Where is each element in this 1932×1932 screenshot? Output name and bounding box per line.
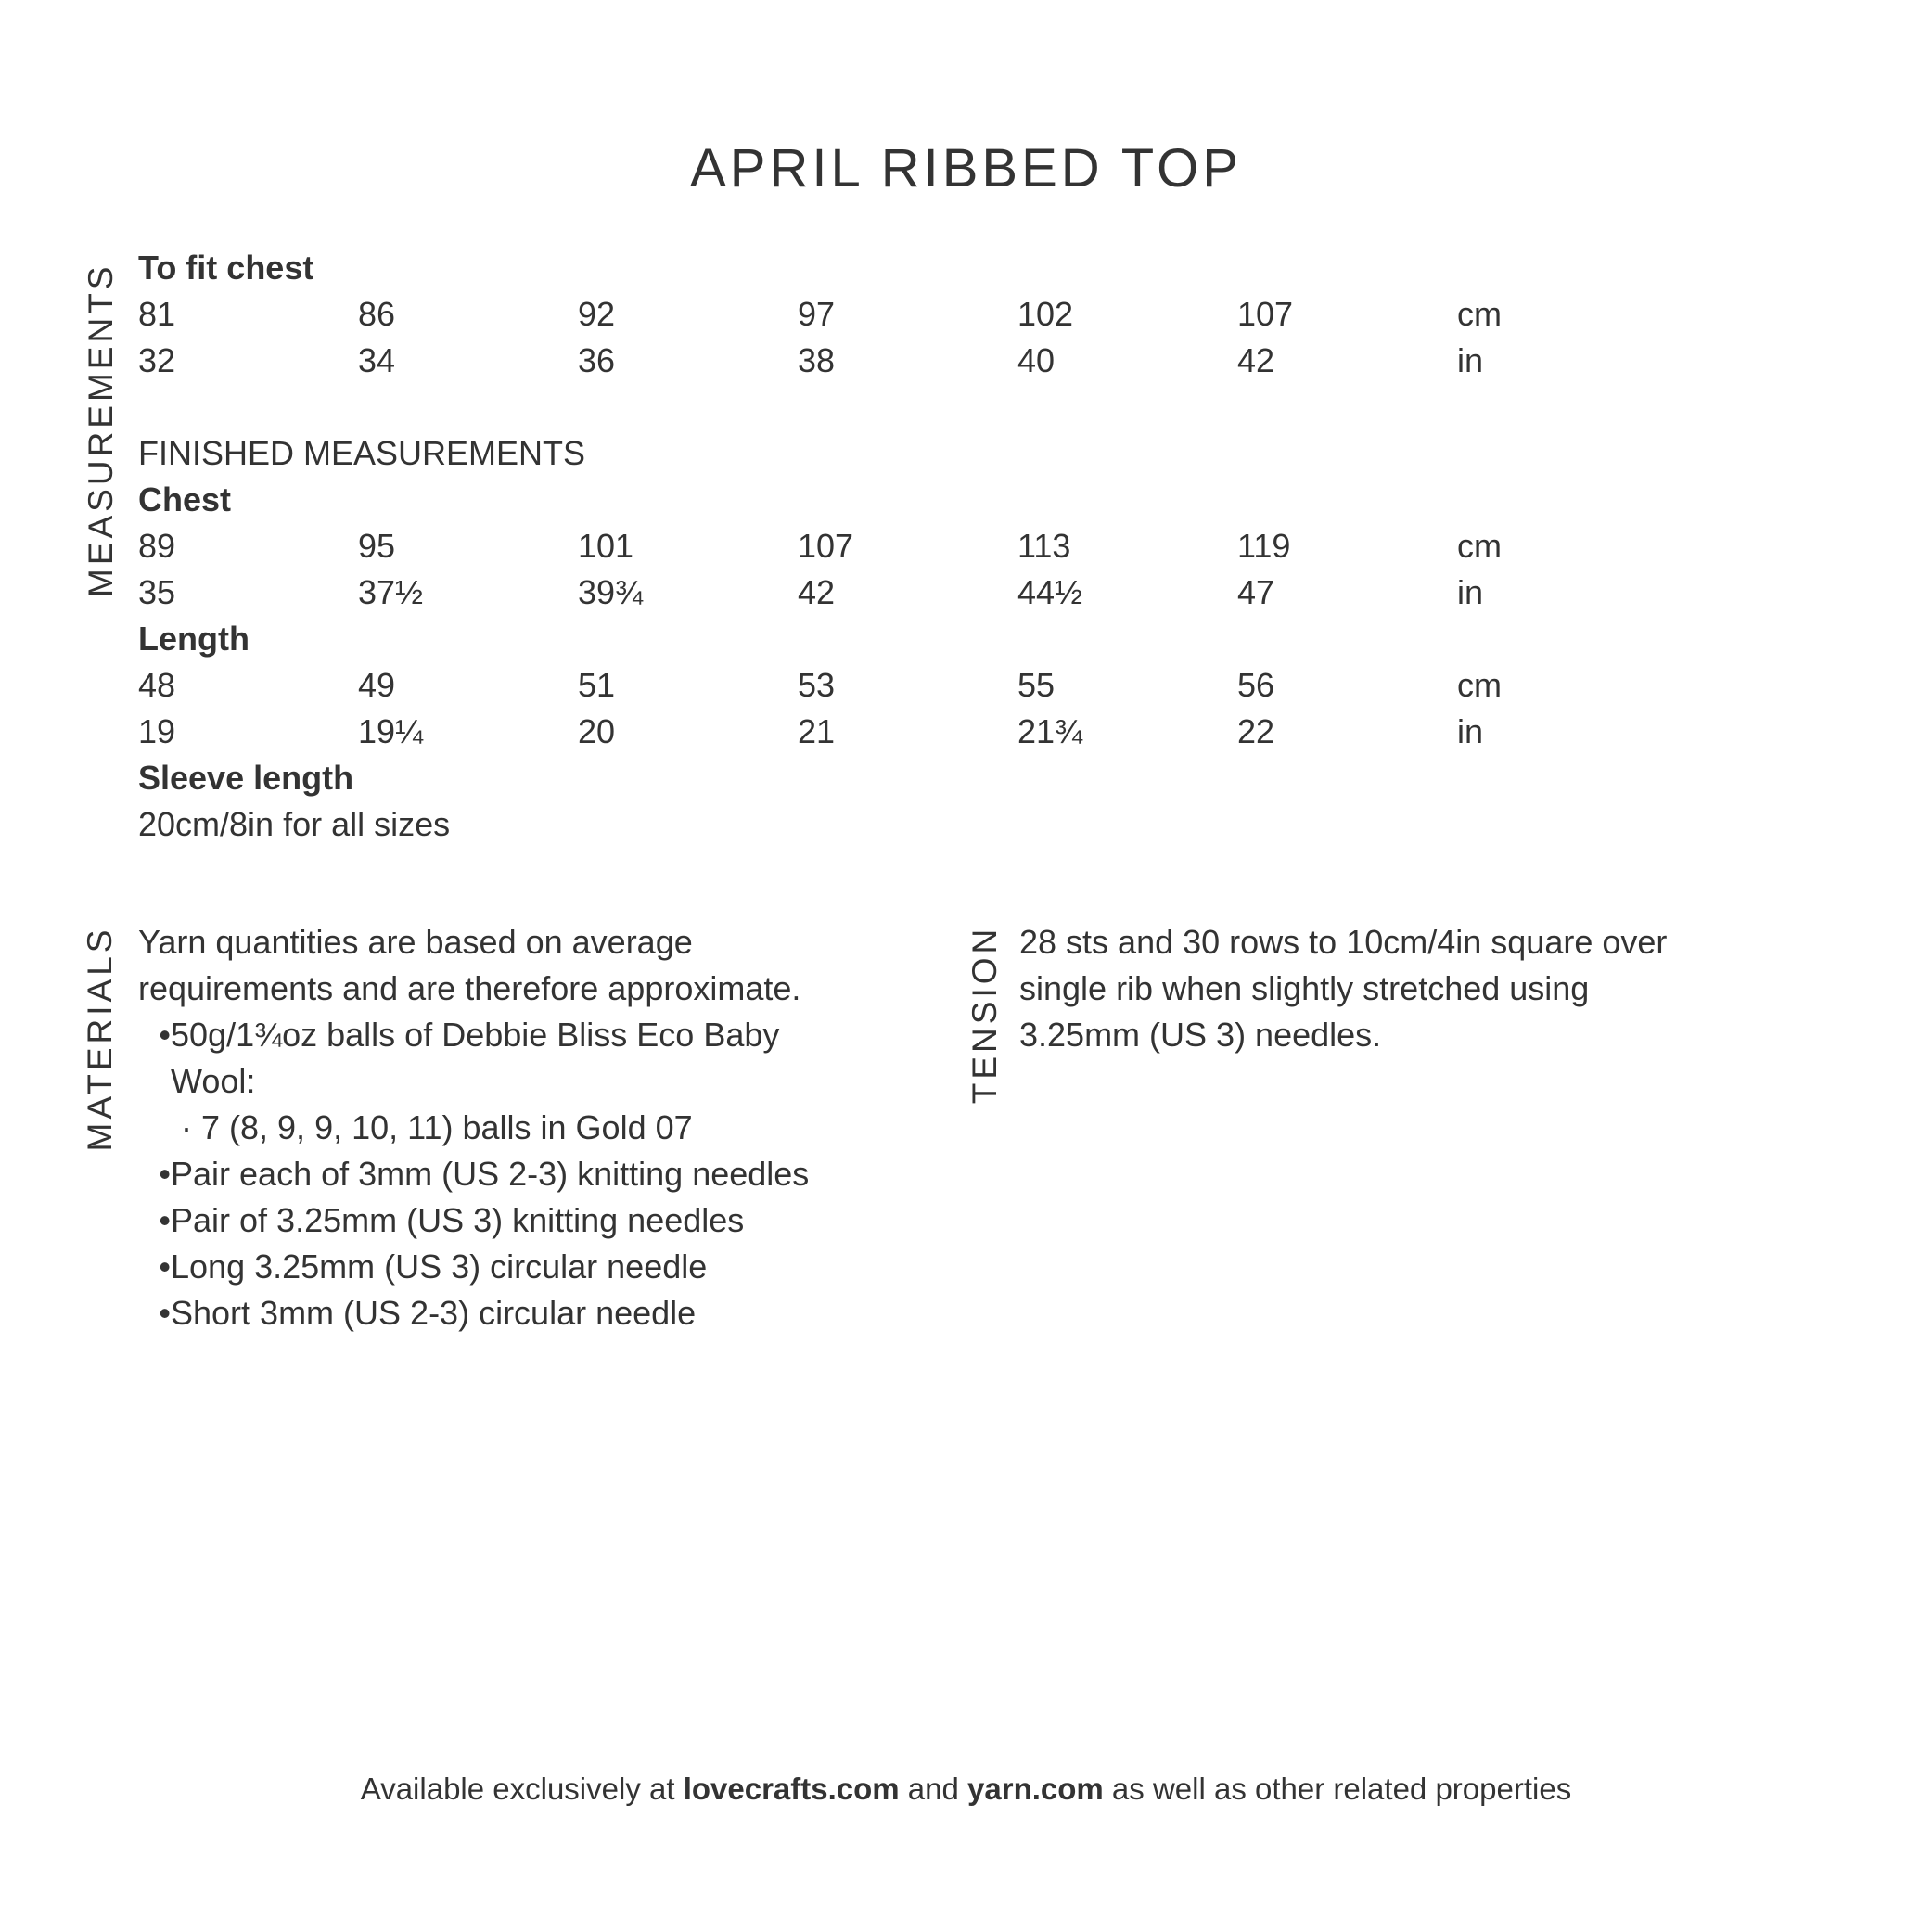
table-cell: 107 — [798, 527, 854, 565]
to-fit-row-cm — [138, 291, 1715, 338]
bullet-mark: • — [159, 1201, 171, 1239]
materials-intro-line: requirements and are therefore approximate. — [138, 969, 801, 1007]
table-cell: 42 — [1237, 341, 1275, 379]
bullet-mark: • — [159, 1294, 171, 1332]
table-cell: 37½ — [358, 573, 424, 611]
list-item — [138, 1244, 945, 1290]
list-item — [138, 1197, 945, 1244]
table-cell: 21 — [798, 712, 836, 750]
list-item — [138, 1290, 945, 1337]
finished-measurements-heading: FINISHED MEASUREMENTS — [138, 434, 586, 472]
bullet-mark: • — [159, 1016, 171, 1054]
chest-row-in — [138, 569, 1715, 616]
list-item — [138, 1151, 945, 1197]
yarn-line: 50g/1¾oz balls of Debbie Bliss Eco Baby — [171, 1016, 780, 1054]
page-title: APRIL RIBBED TOP — [690, 138, 1242, 198]
table-cell: 48 — [138, 666, 176, 704]
list-item-continuation — [138, 1058, 945, 1105]
chest-heading: Chest — [138, 480, 232, 518]
list-item-text: Pair each of 3mm (US 2-3) knitting needles — [171, 1155, 810, 1193]
measurements-label: MEASUREMENTS — [82, 262, 120, 597]
footer-middle: and — [899, 1772, 968, 1806]
tension-line: 3.25mm (US 3) needles. — [1019, 1016, 1382, 1054]
table-cell: 39¾ — [578, 573, 644, 611]
to-fit-row-in — [138, 338, 1715, 384]
table-cell: 95 — [358, 527, 396, 565]
table-cell: 47 — [1237, 573, 1275, 611]
sub-list-item — [138, 1105, 945, 1151]
table-cell: 107 — [1237, 295, 1294, 333]
table-cell: 21¾ — [1017, 712, 1083, 750]
unit-cell: in — [1457, 712, 1484, 750]
table-cell: 89 — [138, 527, 176, 565]
tension-line: single rib when slightly stretched using — [1019, 969, 1590, 1007]
sub-bullet-mark: · — [181, 1108, 192, 1146]
table-cell: 119 — [1237, 527, 1291, 565]
table-cell: 35 — [138, 573, 176, 611]
footer-suffix: as well as other related properties — [1103, 1772, 1572, 1806]
table-cell: 55 — [1017, 666, 1056, 704]
table-cell: 113 — [1017, 527, 1071, 565]
table-cell: 49 — [358, 666, 396, 704]
table-cell: 53 — [798, 666, 836, 704]
list-item-text: Short 3mm (US 2-3) circular needle — [171, 1294, 697, 1332]
unit-cell: in — [1457, 573, 1484, 611]
table-cell: 42 — [798, 573, 836, 611]
table-cell: 92 — [578, 295, 616, 333]
table-cell: 101 — [578, 527, 634, 565]
table-cell: 38 — [798, 341, 836, 379]
table-cell: 36 — [578, 341, 616, 379]
table-cell: 40 — [1017, 341, 1056, 379]
table-cell: 22 — [1237, 712, 1275, 750]
unit-cell: cm — [1457, 666, 1502, 704]
to-fit-heading: To fit chest — [138, 249, 314, 287]
bullet-mark: • — [159, 1155, 171, 1193]
chest-row-cm — [138, 523, 1715, 569]
tension-section — [1019, 919, 1836, 1058]
yarn-line: Wool: — [171, 1062, 256, 1100]
unit-cell: cm — [1457, 527, 1502, 565]
list-item-text: Pair of 3.25mm (US 3) knitting needles — [171, 1201, 745, 1239]
list-item — [138, 1012, 945, 1058]
unit-cell: in — [1457, 341, 1484, 379]
list-item-text: Long 3.25mm (US 3) circular needle — [171, 1247, 708, 1286]
materials-intro-line: Yarn quantities are based on average — [138, 923, 693, 961]
tension-line: 28 sts and 30 rows to 10cm/4in square over — [1019, 923, 1668, 961]
table-cell: 102 — [1017, 295, 1074, 333]
table-cell: 44½ — [1017, 573, 1083, 611]
footer-link-lovecrafts[interactable]: lovecrafts.com — [683, 1772, 900, 1806]
length-heading: Length — [138, 620, 249, 658]
unit-cell: cm — [1457, 295, 1502, 333]
bullet-mark: • — [159, 1247, 171, 1286]
footer-link-yarn[interactable]: yarn.com — [967, 1772, 1104, 1806]
table-cell: 32 — [138, 341, 176, 379]
yarn-quantity: 7 (8, 9, 9, 10, 11) balls in Gold 07 — [201, 1108, 693, 1146]
footer-prefix: Available exclusively at — [360, 1772, 684, 1806]
table-cell: 19¼ — [358, 712, 424, 750]
sleeve-length-text: 20cm/8in for all sizes — [138, 805, 451, 843]
materials-label: MATERIALS — [81, 926, 119, 1152]
materials-section — [138, 919, 945, 1337]
table-cell: 20 — [578, 712, 616, 750]
footer-note — [0, 1772, 1932, 1807]
table-cell: 81 — [138, 295, 176, 333]
tension-label: TENSION — [966, 925, 1004, 1105]
table-cell: 51 — [578, 666, 616, 704]
length-row-cm — [138, 662, 1715, 709]
measurements-section — [138, 245, 1715, 848]
table-cell: 97 — [798, 295, 836, 333]
table-cell: 56 — [1237, 666, 1275, 704]
table-cell: 34 — [358, 341, 396, 379]
table-cell: 19 — [138, 712, 176, 750]
table-cell: 86 — [358, 295, 396, 333]
sleeve-length-heading: Sleeve length — [138, 759, 354, 797]
length-row-in — [138, 709, 1715, 755]
